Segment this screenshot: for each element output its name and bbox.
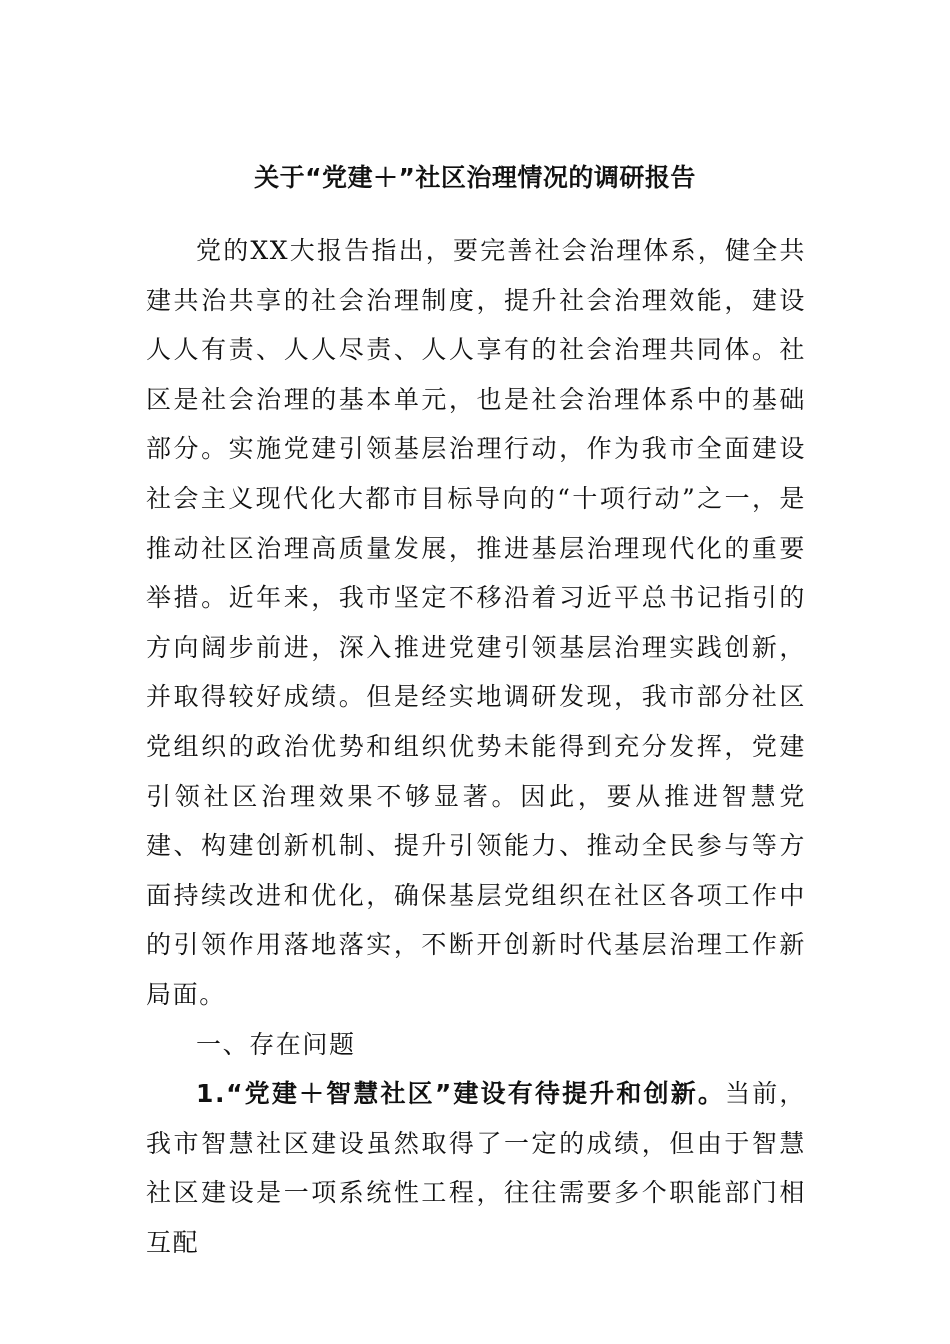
document-title: 关于“党建＋”社区治理情况的调研报告 (254, 163, 696, 192)
intro-paragraph: 党的XX大报告指出，要完善社会治理体系，健全共建共治共享的社会治理制度，提升社会治理效能，建设人人有责、人人尽责、人人享有的社会治理共同体。社区是社会治理的基本单元，也是社会治理体系中的基础部分。实施党建引领基层治理行动，作为我市全面建设社会主义现代化大都市目标导向的“十项行动”之一，是推动社区治理高质量发展，推进基层治理现代化的重要举措。近年来，我市坚定不移沿着习近平总书记指引的方向阔步前进，深入推进党建引领基层治理实践创新，并取得较好成绩。但是经实地调研发现，我市部分社区党组织的政治优势和组织优势未能得到充分发挥，党建引领社区治理效果不够显著。因此，要从推进智慧党建、构建创新机制、提升引领能力、推动全民参与等方面持续改进和优化，确保基层党组织在社区各项工作中的引领作用落地落实，不断开创新时代基层治理工作新局面。 (146, 236, 806, 1009)
item-1-lead: 1.“党建＋智慧社区”建设有待提升和创新。 (196, 1079, 726, 1109)
item-1-text: 当前，我市智慧社区建设虽然取得了一定的成绩，但由于智慧社区建设是一项系统性工程，往往需要多个职能部门相互配 (146, 1079, 806, 1257)
item-1-paragraph (146, 1069, 806, 1267)
document-body (146, 226, 806, 1267)
section-heading: 一、存在问题 (196, 1029, 356, 1059)
